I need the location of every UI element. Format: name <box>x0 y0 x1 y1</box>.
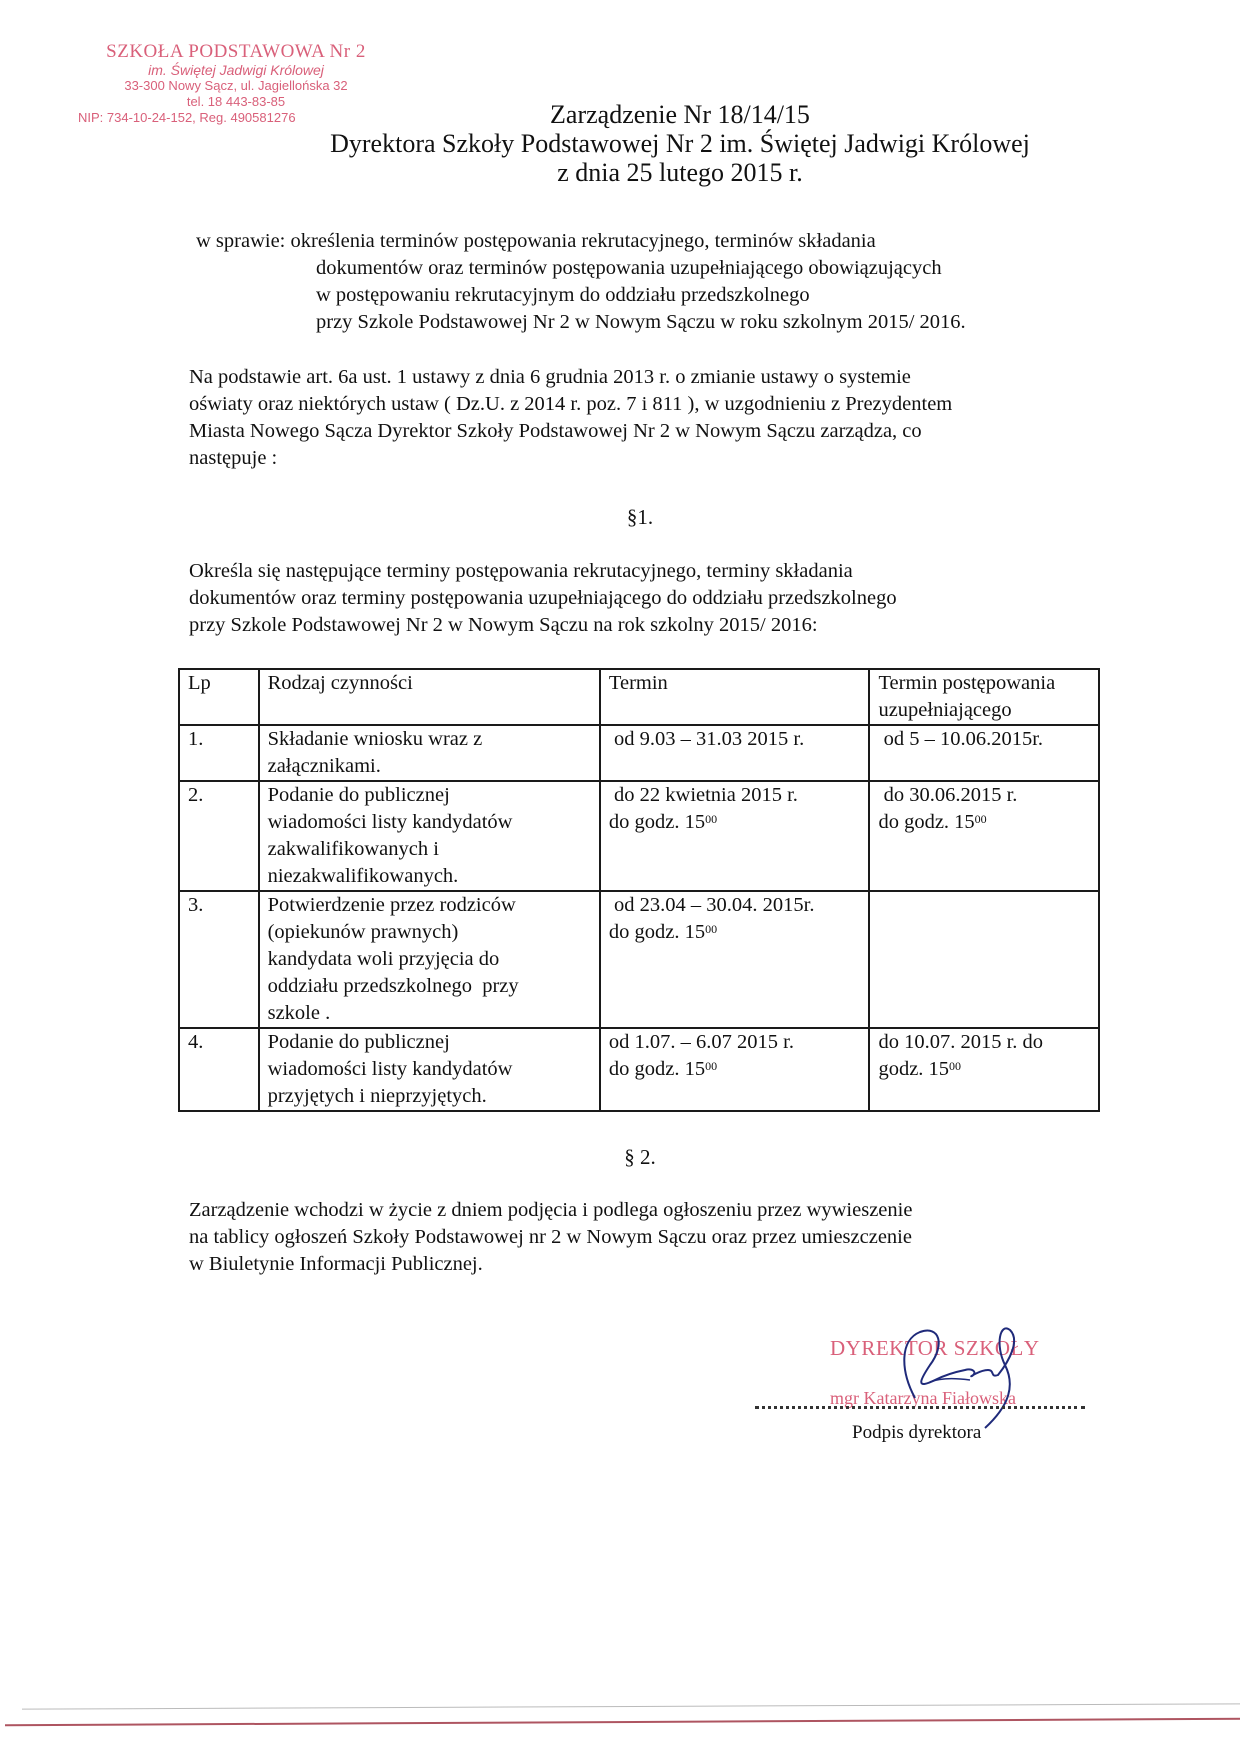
paragraph-line: Miasta Nowego Sącza Dyrektor Szkoły Podstawowej Nr 2 w Nowym Sączu zarządza, co <box>189 420 922 442</box>
cell-activity <box>259 781 600 891</box>
cell-line: do godz. $15^{00}$ <box>608 811 718 833</box>
table-header-row <box>179 669 1099 725</box>
scan-edge-line <box>22 1703 1240 1709</box>
paragraph-line: oświaty oraz niektórych ustaw ( Dz.U. z 2014 r. poz. 7 i 811 ), w uzgodnieniu z Prezydentem <box>189 393 953 415</box>
table-row <box>179 891 1099 1028</box>
cell-line: od 9.03 – 31.03 2015 r. <box>608 728 805 750</box>
subject-block <box>196 228 966 336</box>
table-row <box>179 781 1099 891</box>
cell-term <box>600 891 870 1028</box>
section-2-heading: § 2. <box>624 1145 656 1169</box>
director-stamp-name: mgr Katarzyna Fiałowska <box>830 1388 1016 1408</box>
schedule-table <box>178 668 1100 1112</box>
header-line: uzupełniającego <box>878 699 1012 721</box>
signature-caption: Podpis dyrektora <box>852 1422 982 1443</box>
cell-line: Składanie wniosku wraz z <box>267 728 483 750</box>
signature-line <box>755 1406 1085 1409</box>
stamp-phone: tel. 18 443-83-85 <box>186 94 286 109</box>
cell-activity <box>259 725 600 781</box>
subject-line: przy Szkole Podstawowej Nr 2 w Nowym Sączu w roku szkolnym 2015/ 2016. <box>316 311 966 333</box>
director-stamp-title: DYREKTOR SZKOŁY <box>830 1336 1040 1360</box>
cell-lp: 2. <box>179 781 259 891</box>
cell-supplementary <box>869 1028 1099 1111</box>
cell-line: kandydata woli przyjęcia do <box>267 948 500 970</box>
cell-activity <box>259 891 600 1028</box>
legal-basis-paragraph <box>189 364 1089 472</box>
cell-line: Podanie do publicznej <box>267 784 450 806</box>
cell-line: niezakwalifikowanych. <box>267 865 459 887</box>
cell-activity <box>259 1028 600 1111</box>
cell-line: do 10.07. 2015 r. do <box>878 1031 1044 1053</box>
stamp-school-name: SZKOŁA PODSTAWOWA Nr 2 <box>106 41 366 62</box>
cell-line: załącznikami. <box>267 755 381 777</box>
paragraph-line: na tablicy ogłoszeń Szkoły Podstawowej nr 2 w Nowym Sączu oraz przez umieszczenie <box>189 1226 912 1248</box>
cell-line: oddziału przedszkolnego przy <box>267 975 519 997</box>
cell-line: (opiekunów prawnych) <box>267 921 459 943</box>
header-supplementary <box>869 669 1099 725</box>
stamp-nip: NIP: 734-10-24-152, Reg. 490581276 <box>78 110 296 125</box>
cell-term <box>600 1028 870 1111</box>
section-1-heading: §1. <box>626 505 654 529</box>
cell-supplementary <box>869 725 1099 781</box>
cell-lp: 1. <box>179 725 259 781</box>
subject-line: określenia terminów postępowania rekrutacyjnego, terminów składania <box>290 230 876 252</box>
cell-line: od 23.04 – 30.04. 2015r. <box>608 894 815 916</box>
cell-line: Podanie do publicznej <box>267 1031 450 1053</box>
header-activity: Rodzaj czynności <box>259 669 600 725</box>
cell-line: wiadomości listy kandydatów <box>267 811 513 833</box>
document-date: z dnia 25 lutego 2015 r. <box>557 158 803 187</box>
cell-supplementary-empty <box>869 891 1099 1028</box>
document-title: Zarządzenie Nr 18/14/15 <box>550 100 810 129</box>
cell-line: Potwierdzenie przez rodziców <box>267 894 516 916</box>
paragraph-line: następuje : <box>189 447 278 469</box>
section-1-paragraph <box>189 558 1089 639</box>
cell-line: godz. $15^{00}$ <box>878 1058 962 1080</box>
scan-edge-line <box>5 1718 1240 1726</box>
paragraph-line: dokumentów oraz terminy postępowania uzupełniającego do oddziału przedszkolnego <box>189 587 897 609</box>
cell-term <box>600 725 870 781</box>
header-line: Termin postępowania <box>878 672 1056 694</box>
cell-line: wiadomości listy kandydatów <box>267 1058 513 1080</box>
stamp-patron: im. Świętej Jadwigi Królowej <box>148 62 324 78</box>
paragraph-line: Zarządzenie wchodzi w życie z dniem podjęcia i podlega ogłoszeniu przez wywieszenie <box>189 1199 913 1221</box>
table-row <box>179 1028 1099 1111</box>
cell-line: do godz. $15^{00}$ <box>608 1058 718 1080</box>
handwritten-signature-icon <box>860 1320 1060 1430</box>
cell-lp: 4. <box>179 1028 259 1111</box>
cell-line: do 22 kwietnia 2015 r. <box>608 784 798 806</box>
cell-line: zakwalifikowanych i <box>267 838 439 860</box>
paragraph-line: Na podstawie art. 6a ust. 1 ustawy z dnia 6 grudnia 2013 r. o zmianie ustawy o systemie <box>189 366 911 388</box>
cell-lp: 3. <box>179 891 259 1028</box>
document-issuer: Dyrektora Szkoły Podstawowej Nr 2 im. Świętej Jadwigi Królowej <box>330 129 1030 158</box>
cell-line: przyjętych i nieprzyjętych. <box>267 1085 487 1107</box>
subject-line: w postępowaniu rekrutacyjnym do oddziału przedszkolnego <box>316 284 810 306</box>
cell-line: od 5 – 10.06.2015r. <box>878 728 1044 750</box>
paragraph-line: w Biuletynie Informacji Publicznej. <box>189 1253 483 1275</box>
cell-line: szkole . <box>267 1002 331 1024</box>
table-row <box>179 725 1099 781</box>
header-lp: Lp <box>179 669 259 725</box>
cell-line: od 1.07. – 6.07 2015 r. <box>608 1031 794 1053</box>
cell-term <box>600 781 870 891</box>
cell-line: do 30.06.2015 r. <box>878 784 1018 806</box>
subject-line: dokumentów oraz terminów postępowania uzupełniającego obowiązujących <box>316 257 942 279</box>
cell-line: do godz. $15^{00}$ <box>878 811 987 833</box>
cell-supplementary <box>869 781 1099 891</box>
paragraph-line: Określa się następujące terminy postępowania rekrutacyjnego, terminy składania <box>189 560 853 582</box>
cell-line: do godz. $15^{00}$ <box>608 921 718 943</box>
paragraph-line: przy Szkole Podstawowej Nr 2 w Nowym Sączu na rok szkolny 2015/ 2016: <box>189 614 818 636</box>
subject-label: w sprawie: <box>196 230 286 252</box>
section-2-paragraph <box>189 1197 1089 1278</box>
header-term: Termin <box>600 669 870 725</box>
stamp-address: 33-300 Nowy Sącz, ul. Jagiellońska 32 <box>124 78 348 93</box>
